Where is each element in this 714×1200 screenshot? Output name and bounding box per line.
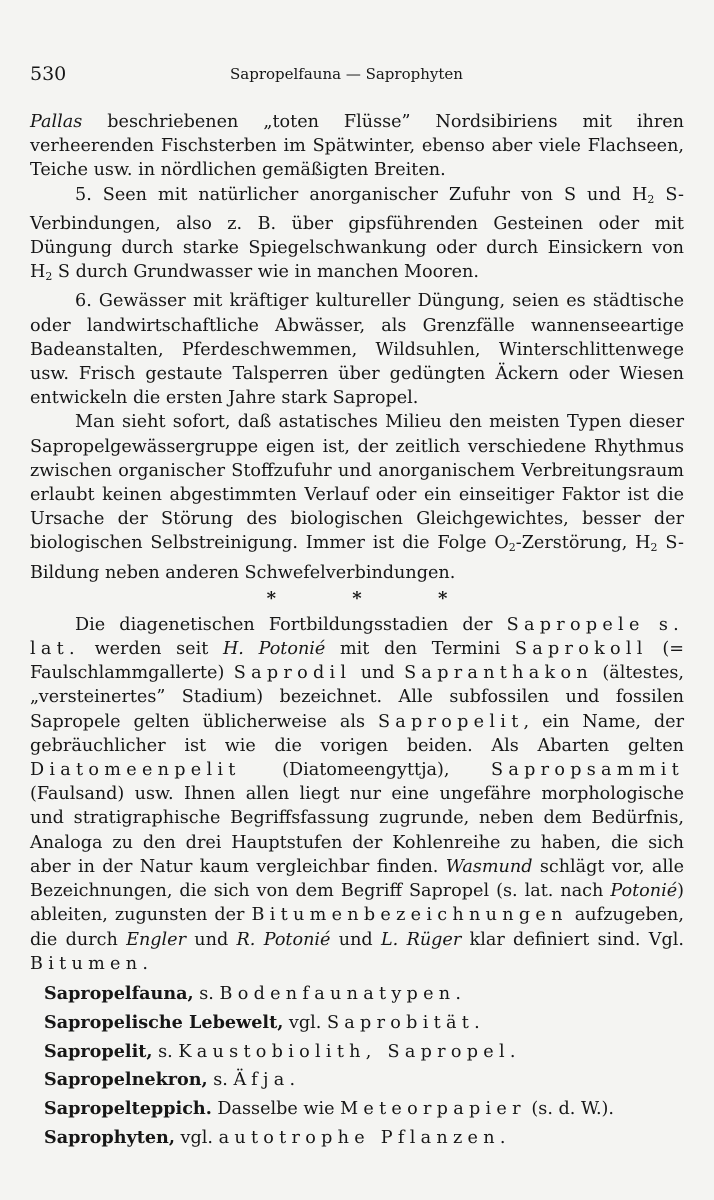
author-name: Wasmund [445, 856, 533, 877]
text-run: -Zerstörung, H [515, 533, 651, 554]
cross-reference: Meteorpapier [340, 1099, 526, 1120]
cross-reference: autotrophe Pflanzen [218, 1127, 500, 1148]
author-name: Pallas [30, 112, 83, 132]
text-run: und [186, 929, 237, 950]
text-run: (s. d. W.). [525, 1099, 615, 1120]
text-run: Dasselbe wie [211, 1099, 341, 1120]
text-run: s. [207, 1070, 234, 1091]
spaced-term: Sapropelit [377, 711, 524, 732]
paragraph-text: 6. Gewässer mit kräftiger kultureller Düngung, seien es städtische oder landwirtschaftliche Abwässer, als Grenzfälle wannenseeartige Badeanstalten, Pferdeschwemmen, Wildsuhlen, Winterschlittenwege usw. Frisch gestaute Talsperren über gedüngten Äckern oder Wiesen entwickeln die ersten Jahre stark Sapropel. [30, 291, 684, 409]
text-run: , ein Name, der gebräuchlicher ist wie die vorigen beiden. Als Abarten gelten [30, 711, 684, 756]
entry-term: Sapropelit, [44, 1040, 153, 1062]
text-run: . [509, 1041, 516, 1062]
paragraph-1 [30, 110, 684, 183]
subscript: 2 [45, 270, 53, 284]
spaced-term: Saprokoll [514, 639, 648, 660]
spaced-term: Diatomeenpelit [30, 760, 241, 781]
section-separator: * * * [266, 587, 448, 609]
subscript: 2 [647, 192, 655, 206]
spaced-term: Sapropele [506, 614, 645, 635]
entry-term: Sapropelnekron, [44, 1069, 208, 1091]
spaced-term: Sapranthakon [404, 663, 593, 684]
text-run: . [289, 1070, 296, 1091]
page-number: 530 [30, 63, 67, 85]
text-run: mit den Termini [325, 639, 515, 660]
text-run: schlägt vor, alle Bezeichnungen, die sich von dem Begriff Sapropel (s. lat. nach [30, 856, 684, 902]
dictionary-entry [30, 1009, 684, 1038]
cross-reference: Kaustobiolith, Sapropel [178, 1041, 510, 1062]
paragraph-5 [30, 613, 684, 976]
dictionary-entries [30, 980, 684, 1153]
text-run: aufzugeben, die durch [30, 905, 684, 950]
text-run: . [474, 1012, 480, 1033]
dictionary-entry [30, 1038, 684, 1067]
text-run: s. [193, 983, 220, 1004]
text-run [645, 615, 659, 635]
author-name: Potonié [610, 881, 678, 902]
spaced-term: Sapropsammit [490, 760, 684, 781]
text-run: Die diagenetischen Fortbildungsstadien der [75, 614, 507, 635]
text-run: . [499, 1127, 506, 1148]
text-run: (ältestes, „versteinertes” Stadium) bezeichnet. Alle subfossilen und fossilen Sapropele gelten üblicherweise als [30, 663, 684, 732]
entry-term: Sapropelische Lebewelt, [44, 1011, 284, 1033]
text-run: . [455, 983, 461, 1004]
running-title: Sapropelfauna — Saprophyten [230, 65, 463, 83]
text-run: . [142, 953, 148, 974]
paragraph-2 [30, 183, 684, 290]
paragraph-3 [30, 289, 684, 410]
text-run: werden seit [79, 639, 223, 660]
entry-term: Sapropelteppich. [44, 1098, 212, 1120]
spaced-term: s. lat. [30, 614, 685, 660]
entry-term: Saprophyten, [44, 1126, 175, 1148]
text-run: (Diatomeengyttja), [240, 760, 491, 781]
spaced-term: Saprodil [233, 663, 352, 684]
author-name: Engler [126, 929, 186, 950]
author-name: L. Rüger [381, 929, 462, 950]
dictionary-entry [30, 1124, 684, 1153]
cross-reference: Äfja [233, 1070, 290, 1091]
text-run: S durch Grundwasser wie in manchen Mooren. [52, 262, 479, 283]
text-run: Man sieht sofort, daß astatisches Milieu den meisten Typen dieser Sapropelgewässergruppe eigen ist, der zeitlich verschiedene Rhythmus zwischen organischer Stoffzufuhr und anorganischem Verbreitungsraum erlaubt keinen abgestimmten Verlauf oder ein einseitiger Faktor ist die Ursache der Störung des biologischen Gleichgewichtes, besser der biologischen Selbstreinigung. Immer ist die Folge O [30, 412, 684, 554]
text-run: 5. Seen mit natürlicher anorganischer Zufuhr von S und H [75, 184, 648, 205]
text-run: (Faulsand) usw. Ihnen allen liegt nur eine ungefähre morphologische und stratigraphische Begriffsfassung zugrunde, neben dem Bedürfnis, Analoga zu den drei Hauptstufen der Kohlenreihe zu haben, die sich aber in der Natur kaum vergleichbar finden. [30, 784, 684, 877]
text-run: ) ableiten, zugunsten der [30, 881, 684, 926]
cross-reference: Saprobität [326, 1012, 475, 1033]
page-header [30, 63, 684, 87]
text-run: und [351, 663, 405, 684]
paragraph-4 [30, 410, 684, 584]
text-run: und [330, 929, 381, 950]
text-run: vgl. [174, 1127, 219, 1148]
text-run: (= Faulschlammgallerte) [30, 639, 684, 684]
text-run: klar definiert sind. Vgl. [461, 929, 684, 950]
author-name: H. Potonié [222, 639, 326, 660]
author-name: R. Potonié [236, 929, 331, 950]
paragraph-text: beschriebenen „toten Flüsse” Nordsibiriens mit ihren verheerenden Fischsterben im Spätwinter, ebenso aber viele Flachseen, Teiche usw. in nördlichen gemäßigten Breiten. [30, 112, 684, 181]
cross-reference: Bodenfaunatypen [219, 983, 456, 1004]
dictionary-entry [30, 1066, 684, 1095]
subscript: 2 [508, 541, 516, 555]
text-run: S-Bildung neben anderen Schwefelverbindungen. [30, 533, 684, 583]
text-run: s. [152, 1041, 179, 1062]
dictionary-entry [30, 980, 684, 1009]
spaced-term: Bitumenbezeichnungen [251, 905, 568, 926]
text-run: S-Verbindungen, also z. B. über gipsführenden Gesteinen oder mit Düngung durch starke Spiegelschwankung oder durch Einsickern von H [30, 184, 684, 283]
body-text [30, 110, 684, 1153]
entry-term: Sapropelfauna, [44, 982, 194, 1004]
text-run: vgl. [283, 1012, 327, 1033]
subscript: 2 [650, 541, 658, 555]
dictionary-entry [30, 1095, 684, 1124]
spaced-term: Bitumen [30, 953, 143, 974]
